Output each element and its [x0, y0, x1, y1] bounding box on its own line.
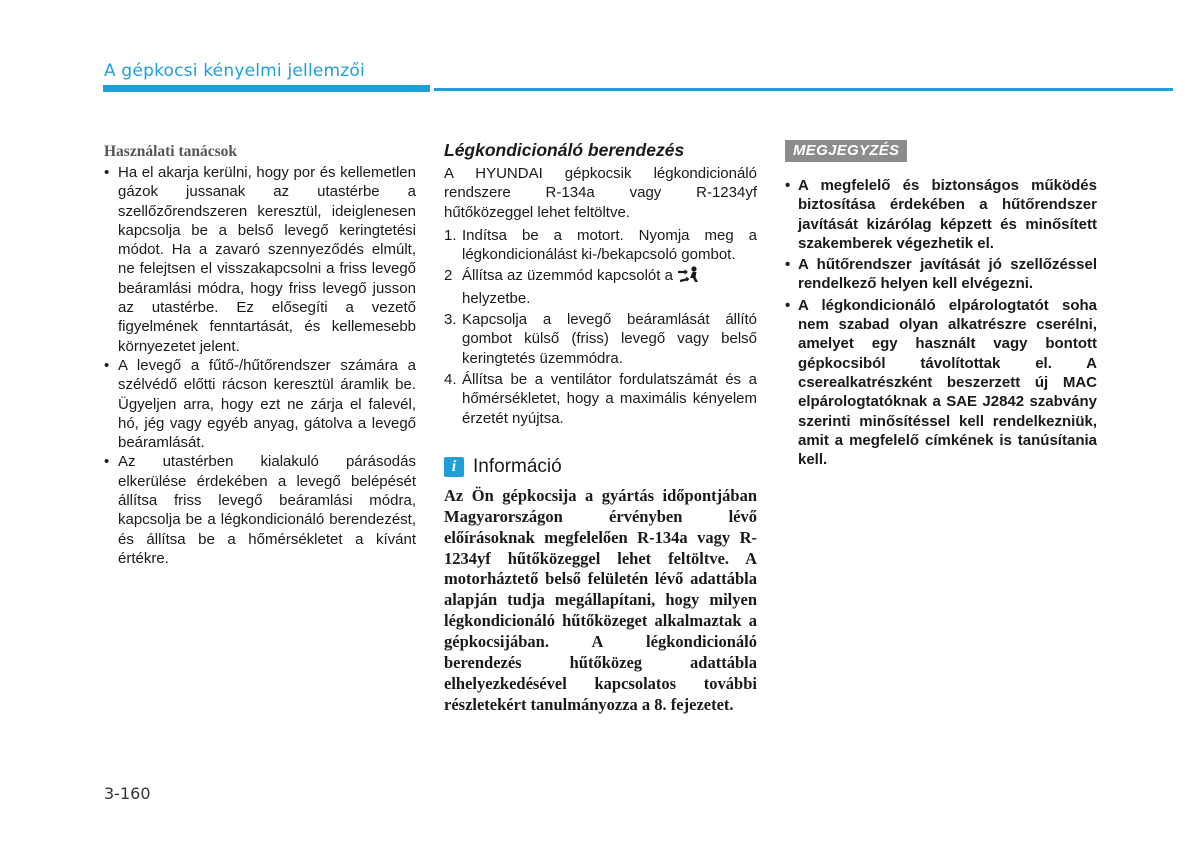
note-badge: MEGJEGYZÉS [785, 140, 907, 162]
list-item [444, 310, 757, 368]
info-header [444, 456, 757, 478]
usage-tips-heading: Használati tanácsok [104, 143, 238, 160]
step-text: Indítsa be a motort. Nyomja meg a légkondicionálást ki-/bekapcsoló gombot. [462, 226, 757, 264]
intro-paragraph: A HYUNDAI gépkocsik légkondicionáló rendszere R-134a vagy R-1234yf hűtőközeggel lehet feltöltve. [444, 165, 757, 221]
column-note [785, 140, 1097, 471]
list-item [444, 370, 757, 428]
info-icon: i [444, 457, 464, 477]
list-item [444, 226, 757, 265]
header-bar-thin [434, 88, 1173, 91]
step-text: Kapcsolja a levegő beáramlását állító gombot külső (friss) levegő vagy belső keringtetés üzemmódra. [462, 311, 757, 367]
step-number: 1. [444, 226, 457, 244]
list-item: • A levegő a fűtő-/hűtőrendszer számára a szélvédő előtti rácson keresztül áramlik be. Ügyeljen arra, hogy ezt ne zárja el falevél, hó, jég vagy egyéb anyag, gátolva a levegő beáramlását. [104, 356, 416, 452]
mode-face-floor-icon [677, 266, 699, 288]
step-number: 4. [444, 370, 457, 388]
list-item: • Ha el akarja kerülni, hogy por és kellemetlen gázok jussanak az utastérbe a szellőzőrendszeren keresztül, ideiglenesen kapcsolja be a belső levegő keringtetési módot. Ha a zavaró szennyeződés elmúlt, ne felejtsen el visszakapcsolni a friss levegő beáramlási módra, hogy friss levegő jusson az utastérbe. Ez elősegíti a vezető figyelmének fenntartását, és kellemesebb környezetet jelent. [104, 163, 416, 356]
step-text: Állítsa be a ventilátor fordulatszámát és a hőmérsékletet, hogy a maximális kényelem érzetét nyújtsa. [462, 370, 757, 427]
usage-tips-list [104, 163, 416, 568]
header-bar-thick [103, 85, 430, 92]
section-title: Légkondicionáló berendezés [444, 140, 685, 160]
info-title: Információ [473, 455, 562, 477]
list-item: • Az utastérben kialakuló párásodás elkerülése érdekében a levegő belépését állítsa friss levegő beáramlási módra, kapcsolja be a légkondicionáló berendezést, és állítsa be a hőmérsékletet a kívánt értékre. [104, 452, 416, 568]
page-number: 3-160 [104, 784, 151, 803]
header-title: A gépkocsi kényelmi jellemzői [104, 61, 365, 81]
column-air-conditioning [444, 140, 757, 716]
info-text: Az Ön gépkocsija a gyártás időpontjában Magyarországon érvényben lévő előírásoknak megfelelően R-134a vagy R-1234yf hűtőközeggel lehet feltöltve. A motorháztető belső felületén lévő adattábla alapján tudja megállapítani, hogy milyen légkondicionáló hűtőközeget alkalmaztak a gépkocsijában. A légkondicionáló berendezés hűtőközeg adattábla elhelyezkedésével kapcsolatos további részletekért tanulmányozza a 8. fejezetet. [444, 485, 757, 714]
list-item: • A légkondicionáló elpárologtatót soha nem szabad olyan alkatrészre cserélni, amelyet egy használt vagy bontott gépkocsiból távolítottak el. A cserealkatrészként beszerzett új MAC elpárologtatóknak a SAE J2842 szabvány szerinti minősítéssel kell rendelkezniük, amit a megfelelő címkének is tanúsítania kell. [785, 296, 1097, 470]
step-text: Állítsa az üzemmód kapcsolót a [462, 267, 673, 285]
step-text: helyzetbe. [462, 289, 531, 307]
list-item: • A megfelelő és biztonságos működés biztosítása érdekében a hűtőrendszer javítását kizárólag képzett és minősített szakemberek végezhetik el. [785, 176, 1097, 253]
step-number: 2 [444, 267, 453, 285]
column-usage-tips [104, 140, 416, 568]
steps-list [444, 226, 757, 428]
note-list [785, 176, 1097, 469]
list-item: • A hűtőrendszer javítását jó szellőzéssel rendelkező helyen kell elvégezni. [785, 255, 1097, 294]
step-number: 3. [444, 311, 457, 329]
list-item [444, 266, 757, 308]
